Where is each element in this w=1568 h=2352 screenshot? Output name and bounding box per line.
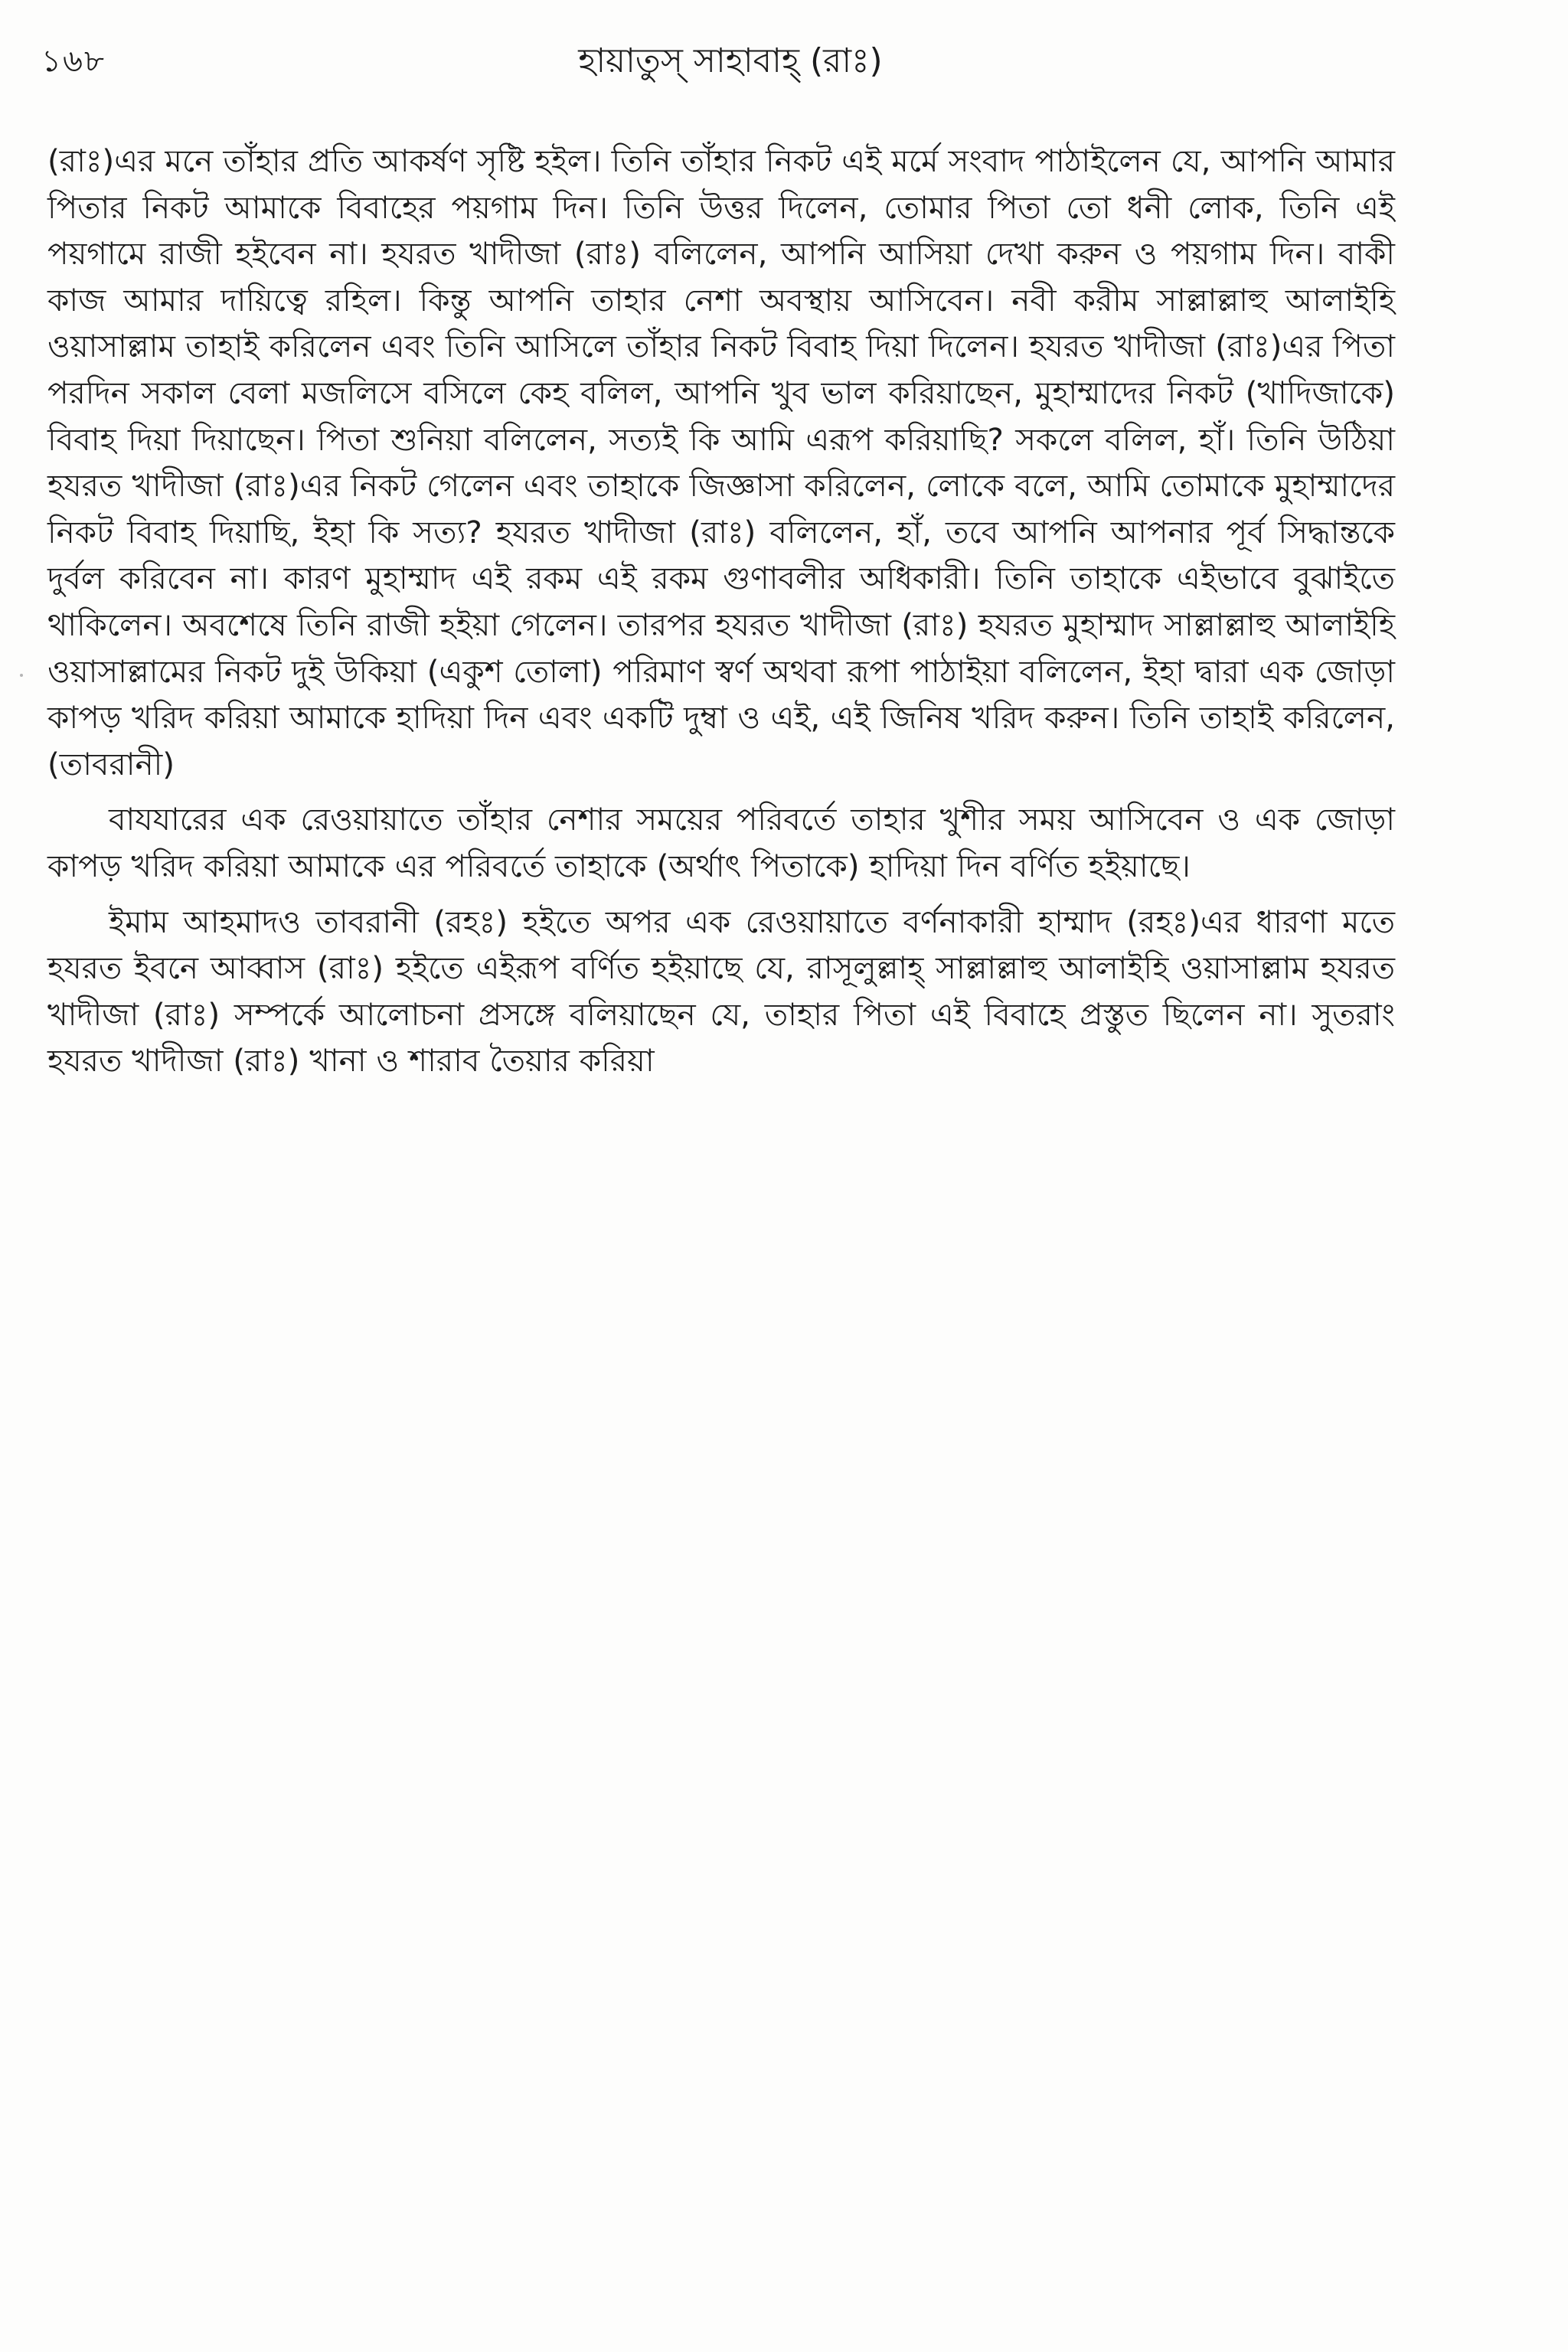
paragraph-3: ইমাম আহমাদও তাবরানী (রহঃ) হইতে অপর এক রেওয়ায়াতে বর্ণনাকারী হাম্মাদ (রহঃ)এর ধারণা মতে হযরত ইবনে আব্বাস (রাঃ) হইতে এইরূপ বর্ণিত হইয়াছে যে, রাসূলুল্লাহ্ সাল্লাল্লাহু আলাইহি ওয়াসাল্লাম হযরত খাদীজা (রাঃ) সম্পর্কে আলোচনা প্রসঙ্গে বলিয়াছেন যে, তাহার পিতা এই বিবাহে প্রস্তুত ছিলেন না। সুতরাং হযরত খাদীজা (রাঃ) খানা ও শারাব তৈয়ার করিয়া [47,903,1395,1080]
page-header [41,31,1396,92]
paragraph-2: বাযযারের এক রেওয়ায়াতে তাঁহার নেশার সময়ের পরিবর্তে তাহার খুশীর সময় আসিবেন ও এক জোড়া কাপড় খরিদ করিয়া আমাকে এর পরিবর্তে তাহাকে (অর্থাৎ পিতাকে) হাদিয়া দিন বর্ণিত হইয়াছে। [47,801,1395,884]
running-title: হায়াতুস্ সাহাবাহ্ (রাঃ) [578,41,883,80]
page-number: ১৬৮ [41,44,106,79]
paragraph-1: (রাঃ)এর মনে তাঁহার প্রতি আকর্ষণ সৃষ্টি হইল। তিনি তাঁহার নিকট এই মর্মে সংবাদ পাঠাইলেন যে, আপনি আমার পিতার নিকট আমাকে বিবাহের পয়গাম দিন। তিনি উত্তর দিলেন, তোমার পিতা তো ধনী লোক, তিনি এই পয়গামে রাজী হইবেন না। হযরত খাদীজা (রাঃ) বলিলেন, আপনি আসিয়া দেখা করুন ও পয়গাম দিন। বাকী কাজ আমার দায়িত্বে রহিল। কিন্তু আপনি তাহার নেশা অবস্থায় আসিবেন। নবী করীম সাল্লাল্লাহু আলাইহি ওয়াসাল্লাম তাহাই করিলেন এবং তিনি আসিলে তাঁহার নিকট বিবাহ দিয়া দিলেন। হযরত খাদীজা (রাঃ)এর পিতা পরদিন সকাল বেলা মজলিসে বসিলে কেহ বলিল, আপনি খুব ভাল করিয়াছেন, মুহাম্মাদের নিকট (খাদিজাকে) বিবাহ দিয়া দিয়াছেন। পিতা শুনিয়া বলিলেন, সত্যই কি আমি এরূপ করিয়াছি? সকলে বলিল, হাঁ। তিনি উঠিয়া হযরত খাদীজা (রাঃ)এর নিকট গেলেন এবং তাহাকে জিজ্ঞাসা করিলেন, লোকে বলে, আমি তোমাকে মুহাম্মাদের নিকট বিবাহ দিয়াছি, ইহা কি সত্য? হযরত খাদীজা (রাঃ) বলিলেন, হাঁ, তবে আপনি আপনার পূর্ব সিদ্ধান্তকে দুর্বল করিবেন না। কারণ মুহাম্মাদ এই রকম এই রকম গুণাবলীর অধিকারী। তিনি তাহাকে এইভাবে বুঝাইতে থাকিলেন। অবশেষে তিনি রাজী হইয়া গেলেন। তারপর হযরত খাদীজা (রাঃ) হযরত মুহাম্মাদ সাল্লাল্লাহু আলাইহি ওয়াসাল্লামের নিকট দুই উকিয়া (একুশ তোলা) পরিমাণ স্বর্ণ অথবা রূপা পাঠাইয়া বলিলেন, ইহা দ্বারা এক জোড়া কাপড় খরিদ করিয়া আমাকে হাদিয়া দিন এবং একটি দুম্বা ও এই, এই জিনিষ খরিদ করুন। তিনি তাহাই করিলেন, (তাবরানী) [47,142,1395,782]
scan-speck [20,674,23,677]
body-text [47,138,1395,1084]
